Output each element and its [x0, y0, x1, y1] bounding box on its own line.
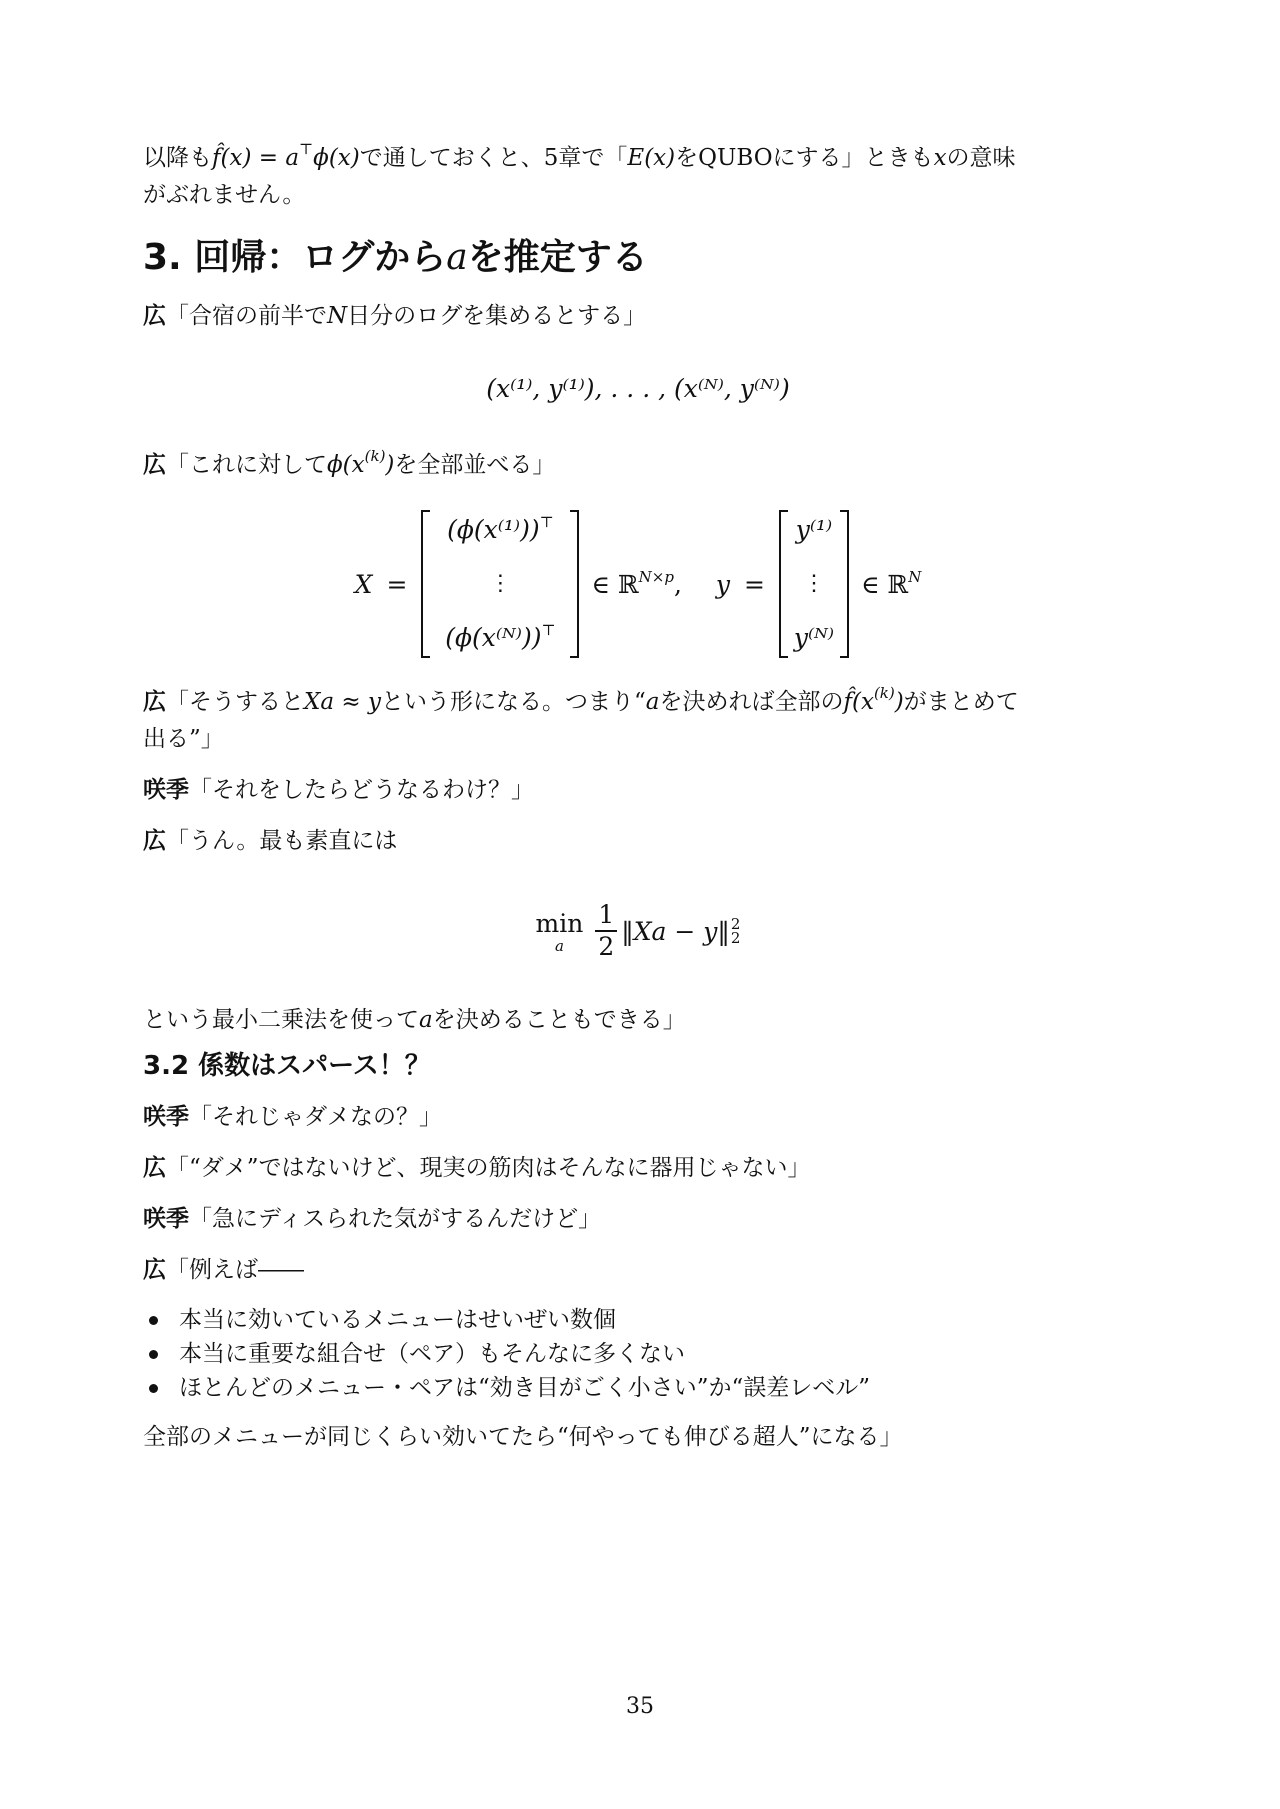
intro-text-3: をQUBOにする」ときも	[675, 145, 934, 171]
dialogue-text: 「うん。最も素直には	[166, 828, 398, 854]
norm-expression: ‖Xa − y‖	[621, 916, 730, 946]
dialogue-text: 「そうすると	[166, 689, 304, 715]
intro-text-4: の意味	[946, 145, 1016, 171]
speaker-name: 広	[143, 828, 166, 854]
vector-row-N: y⁽ᴺ⁾	[793, 623, 835, 652]
paragraph-text: という最小二乗法を使って	[143, 1007, 419, 1033]
set-membership-1: ∈ ℝ$^{N\times p}$,	[591, 567, 682, 599]
dialogue-text: 「合宿の前半で	[166, 303, 327, 329]
dialogue-text: がまとめて	[903, 689, 1019, 715]
design-matrix	[421, 510, 579, 658]
superscript-k: (k)	[364, 447, 386, 465]
section-number: 3.	[143, 237, 182, 278]
formula-close: )	[385, 452, 395, 478]
dialogue-line	[143, 823, 1133, 860]
speaker-name: 広	[143, 689, 166, 715]
vector-row-1: y⁽¹⁾	[795, 515, 833, 544]
bullet-icon	[149, 1350, 158, 1359]
target-vector	[779, 510, 849, 658]
list-item	[143, 1371, 1133, 1405]
section-heading	[143, 234, 1133, 282]
bullet-icon	[149, 1316, 158, 1325]
dialogue-text: 「これに対して	[166, 452, 327, 478]
denominator: 2	[598, 932, 615, 961]
dialogue-line	[143, 1252, 1133, 1289]
formula-fhat-xk: f̂(x	[843, 689, 874, 715]
speaker-name: 広	[143, 1155, 166, 1181]
dialogue-line	[143, 772, 1133, 809]
dialogue-line	[143, 447, 1133, 484]
var-x: x	[933, 145, 947, 171]
matrix-row-N: (ϕ(x⁽ᴺ⁾))⊤	[445, 621, 556, 652]
formula-phi: ϕ(x)	[313, 145, 360, 171]
matrix-X-label: X	[354, 569, 373, 599]
section-title-pre: 回帰：ログから	[194, 237, 447, 278]
dialogue-line	[143, 1201, 1133, 1238]
list-item-text: 本当に効いているメニューはせいぜい数個	[179, 1307, 616, 1333]
equals-sign: =	[386, 569, 408, 599]
dialogue-text: を全部並べる」	[394, 452, 556, 478]
dialogue-line	[143, 1150, 1133, 1187]
dialogue-text: 「それをしたらどうなるわけ？」	[189, 777, 534, 803]
dialogue-line	[143, 684, 1133, 758]
min-subscript: a	[554, 936, 564, 955]
dialogue-text: を決めれば全部の	[659, 689, 844, 715]
equals-sign: =	[744, 569, 765, 599]
numerator: 1	[595, 900, 617, 932]
section-title-post: を推定する	[467, 237, 648, 278]
intro-text-2: で通しておくと、5章で「	[359, 145, 628, 171]
dialogue-line	[143, 298, 1133, 335]
bullet-icon	[149, 1384, 158, 1393]
list-item-text: ほとんどのメニュー・ペアは“効き目がごく小さい”か“誤差レベル”	[179, 1375, 871, 1401]
norm-indices: 2 2	[730, 915, 741, 947]
intro-text-1: 以降も	[143, 145, 212, 171]
subsection-heading: 3.2 係数はスパース！？	[143, 1051, 431, 1081]
min-text: min	[535, 908, 584, 938]
dialogue-text: という形になる。つまり“	[380, 689, 646, 715]
speaker-name: 咲季	[143, 777, 189, 803]
speaker-name: 咲季	[143, 1104, 189, 1130]
paragraph	[143, 1002, 1133, 1039]
superscript-k: (k)	[873, 684, 895, 702]
bullet-list	[143, 1303, 1133, 1405]
dialogue-text: 出る”」	[143, 726, 224, 752]
list-item-text: 本当に重要な組合せ（ペア）もそんなに多くない	[179, 1341, 685, 1367]
data-sequence-equation: (x⁽¹⁾, y⁽¹⁾), . . . , (x⁽ᴺ⁾, y⁽ᴺ⁾)	[486, 374, 790, 403]
speaker-name: 広	[143, 1257, 166, 1283]
var-a: a	[419, 1007, 433, 1033]
vector-y-label: y	[715, 569, 731, 599]
transpose-sup: ⊤	[299, 140, 314, 158]
formula-fhat: f̂(x) = a	[212, 145, 300, 171]
formula-Xa-approx-y: Xa ≈ y	[304, 689, 381, 715]
speaker-name: 広	[143, 452, 166, 478]
vector-vdots: ⋮	[802, 571, 825, 596]
set-membership-2: ∈ ℝ$^N$	[860, 567, 922, 599]
dialogue-text: 「それじゃダメなの？」	[189, 1104, 442, 1130]
min-operator	[536, 909, 584, 954]
var-a: a	[645, 689, 660, 715]
intro-paragraph	[143, 140, 1133, 214]
matrix-row-1: (ϕ(x⁽¹⁾))⊤	[447, 513, 554, 544]
intro-line-2: がぶれません。	[143, 182, 306, 208]
matrix-equation	[143, 510, 1133, 658]
section-var: a	[446, 237, 468, 278]
speaker-name: 咲季	[143, 1206, 189, 1232]
page-number: 35	[626, 1694, 654, 1719]
page-content	[143, 140, 1133, 1456]
list-item	[143, 1303, 1133, 1337]
dialogue-text: 日分のログを集めるとする」	[347, 303, 647, 329]
list-item	[143, 1337, 1133, 1371]
var-N: N	[327, 303, 348, 329]
formula-phi-x: ϕ(x	[327, 452, 365, 478]
least-squares-equation	[143, 900, 1133, 962]
formula-ex: E(x)	[627, 145, 676, 171]
fraction-one-half	[595, 900, 617, 962]
dialogue-text: 「例えば――	[166, 1257, 304, 1283]
matrix-vdots: ⋮	[489, 571, 512, 596]
paragraph-text: を決めることもできる」	[432, 1007, 686, 1033]
paragraph: 全部のメニューが同じくらい効いてたら“何やっても伸びる超人”になる」	[143, 1424, 903, 1450]
dialogue-line	[143, 1099, 1133, 1136]
formula-close: )	[894, 689, 904, 715]
dialogue-text: 「“ダメ”ではないけど、現実の筋肉はそんなに器用じゃない」	[166, 1155, 811, 1181]
dialogue-text: 「急にディスられた気がするんだけど」	[189, 1206, 602, 1232]
speaker-name: 広	[143, 303, 166, 329]
